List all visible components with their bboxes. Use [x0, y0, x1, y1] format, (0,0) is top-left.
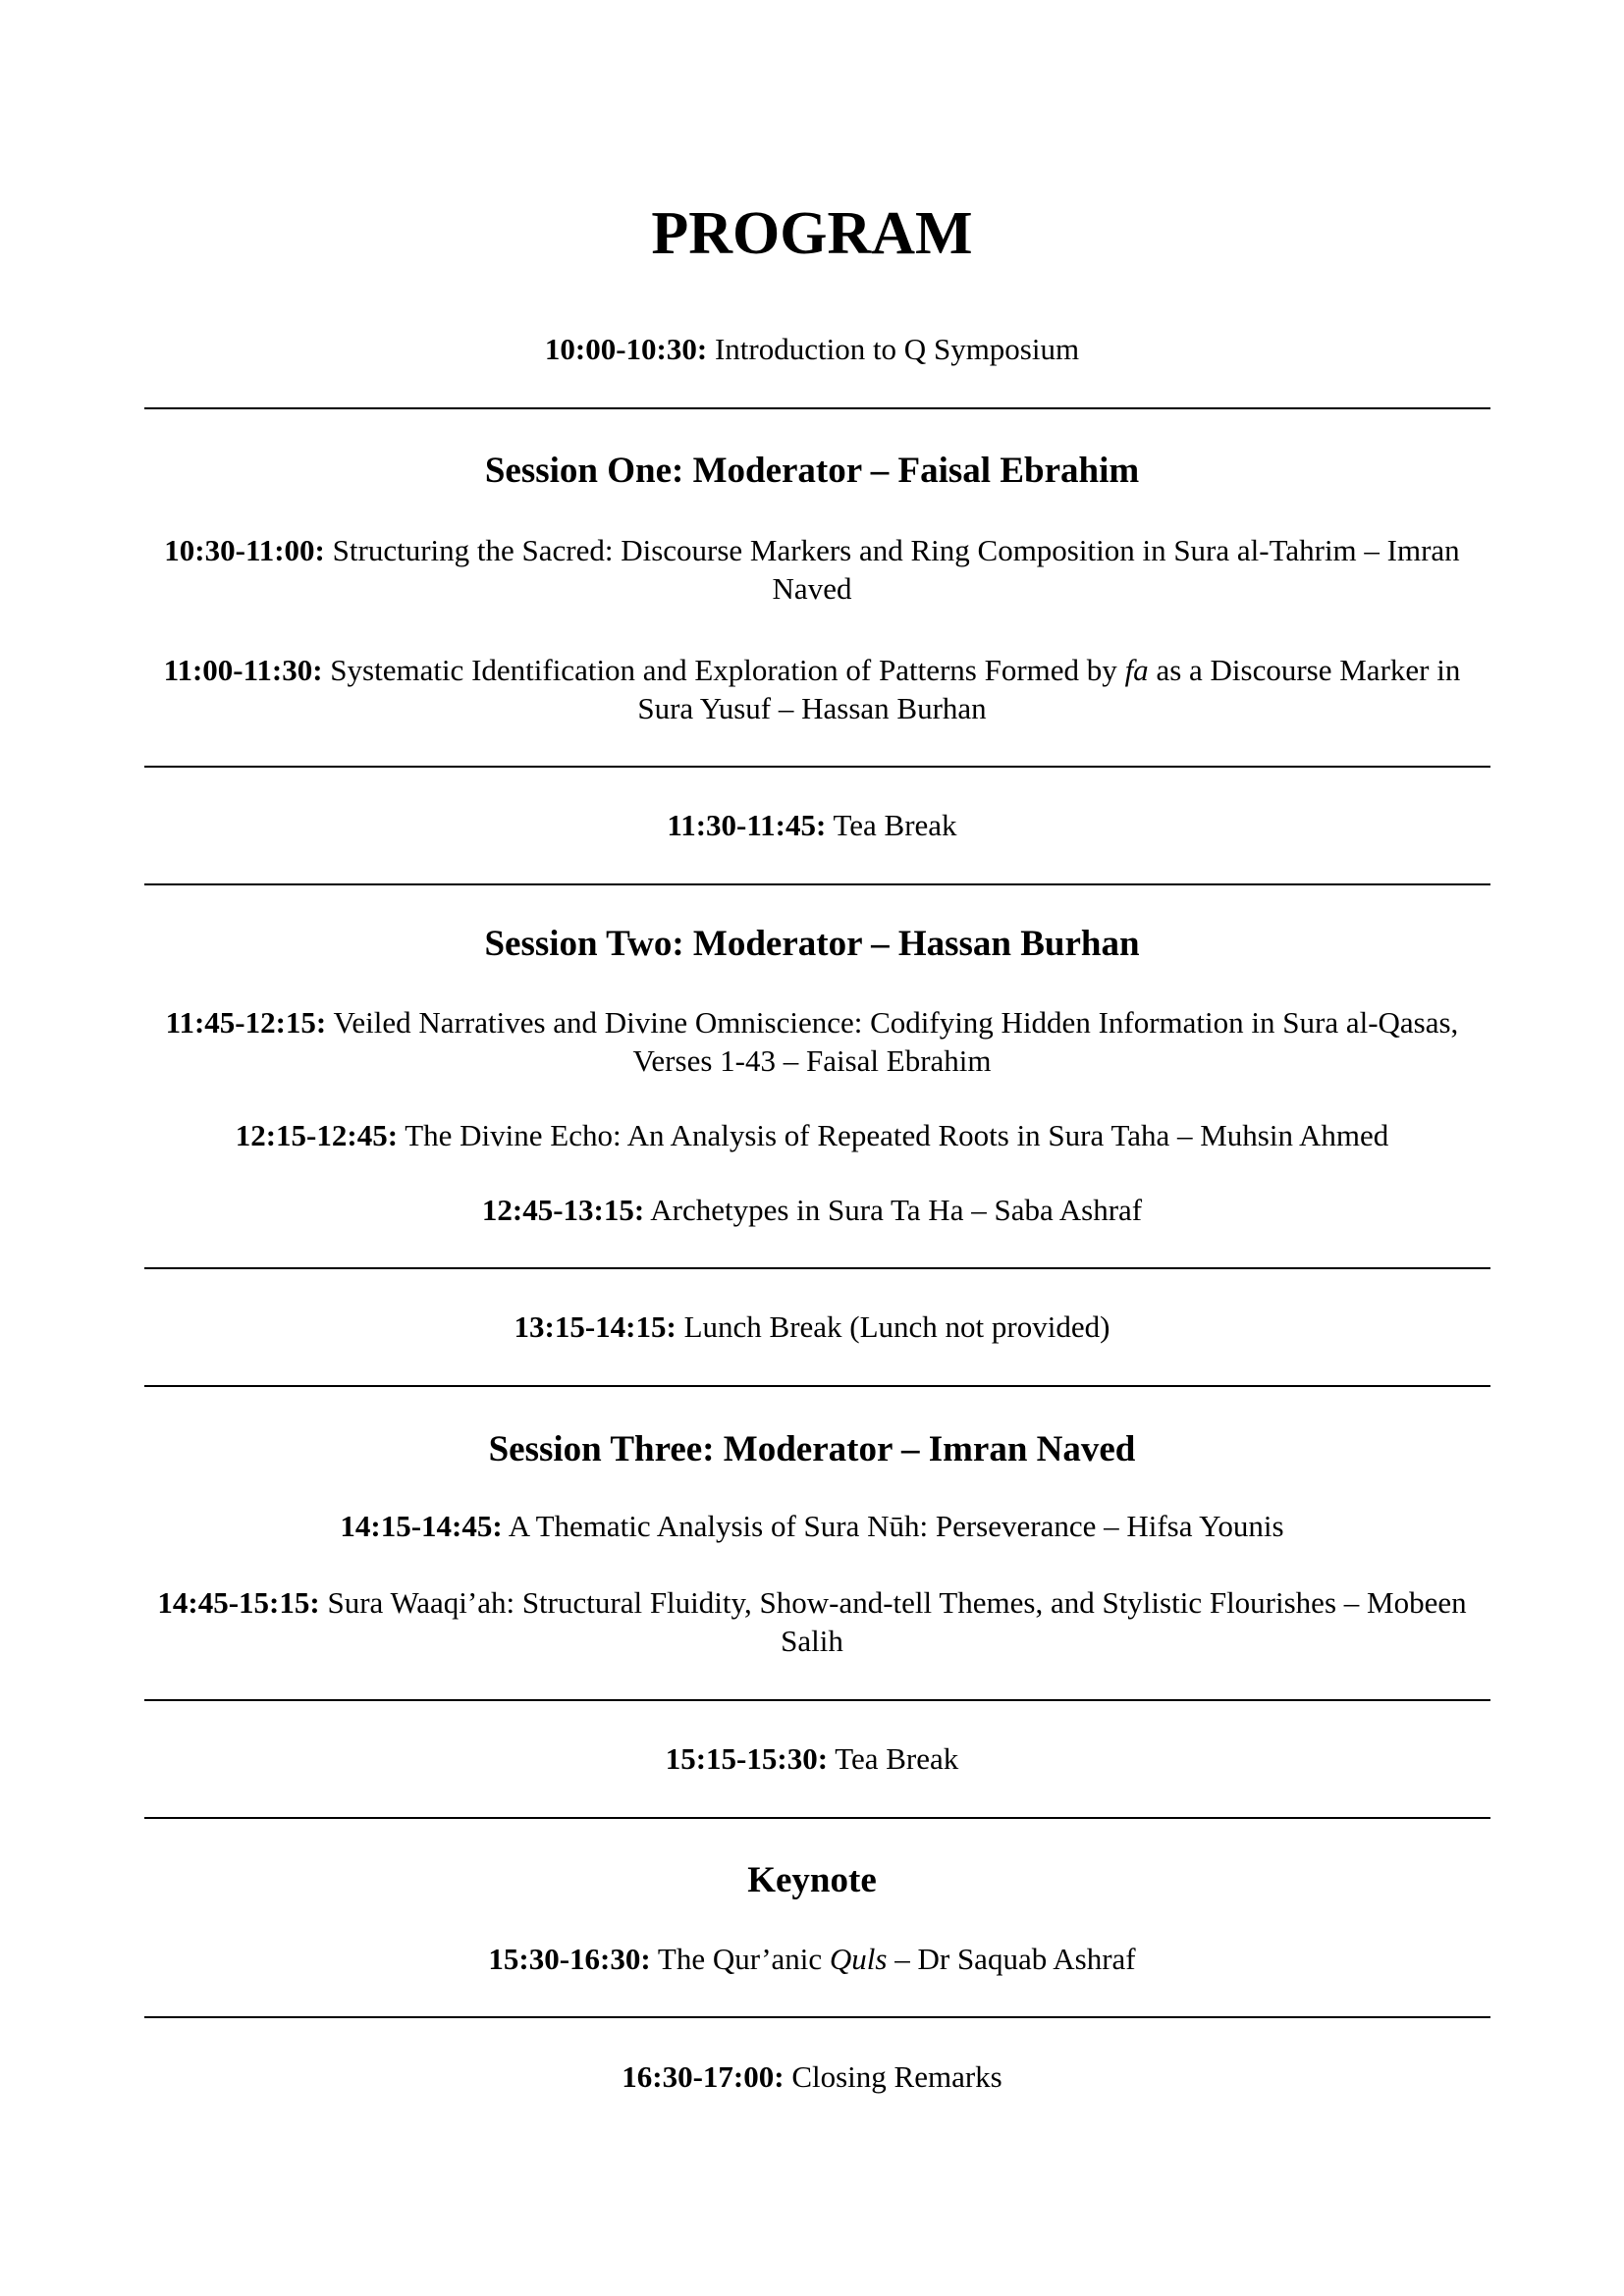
item-description: A Thematic Analysis of Sura Nūh: Perseverance – Hifsa Younis	[508, 1509, 1284, 1543]
item-description: Sura Waaqi’ah: Structural Fluidity, Show-and-tell Themes, and Stylistic Flourishes – Mobeen Salih	[327, 1585, 1467, 1658]
item-description: Veiled Narratives and Divine Omniscience: Codifying Hidden Information in Sura al-Qasas, Verses 1-43 – Faisal Ebrahim	[333, 1005, 1459, 1078]
item-description-end: as a Discourse Marker in Sura Yusuf – Hassan Burhan	[637, 653, 1461, 725]
time-slot: 10:00-10:30:	[544, 332, 708, 366]
session-two-heading: Session Two: Moderator – Hassan Burhan	[484, 924, 1140, 964]
item-description: Lunch Break (Lunch not provided)	[683, 1309, 1110, 1344]
item-description-italic: Quls	[829, 1942, 888, 1976]
time-slot: 11:45-12:15:	[165, 1005, 327, 1040]
time-slot: 10:30-11:00:	[164, 533, 325, 567]
time-slot: 14:15-14:45:	[340, 1509, 503, 1543]
item-description: Structuring the Sacred: Discourse Markers and Ring Composition in Sura al-Tahrim – Imran Naved	[332, 533, 1460, 606]
time-slot: 13:15-14:15:	[514, 1309, 677, 1344]
divider	[144, 1267, 1490, 1269]
time-slot: 14:45-15:15:	[157, 1585, 320, 1620]
program-item-session-one-1	[147, 531, 1477, 608]
program-item-closing	[0, 2057, 1624, 2096]
session-three-heading: Session Three: Moderator – Imran Naved	[488, 1429, 1136, 1469]
program-item-tea-break-2	[0, 1739, 1624, 1778]
program-item-session-one-2	[147, 651, 1477, 727]
time-slot: 12:15-12:45:	[235, 1118, 399, 1152]
item-description: Introduction to Q Symposium	[714, 332, 1080, 366]
program-item-lunch-break	[0, 1308, 1624, 1346]
divider	[144, 1385, 1490, 1387]
item-description: Tea Break	[835, 1741, 959, 1776]
program-item-intro	[0, 330, 1624, 368]
divider	[144, 1817, 1490, 1819]
time-slot: 16:30-17:00:	[622, 2059, 785, 2094]
time-slot: 11:30-11:45:	[667, 808, 827, 842]
time-slot: 12:45-13:15:	[481, 1193, 645, 1227]
program-item-session-three-1	[0, 1507, 1624, 1545]
item-description: Archetypes in Sura Ta Ha – Saba Ashraf	[650, 1193, 1143, 1227]
program-item-keynote	[0, 1940, 1624, 1978]
divider	[144, 1699, 1490, 1701]
session-one-heading: Session One: Moderator – Faisal Ebrahim	[484, 451, 1140, 491]
item-description-start: The Qur’anic	[657, 1942, 823, 1976]
divider	[144, 2016, 1490, 2018]
item-description: Closing Remarks	[791, 2059, 1002, 2094]
program-item-tea-break-1	[0, 806, 1624, 844]
item-description-end: – Dr Saquab Ashraf	[894, 1942, 1136, 1976]
page-title: PROGRAM	[651, 200, 973, 267]
program-item-session-two-2	[0, 1116, 1624, 1154]
time-slot: 15:15-15:30:	[665, 1741, 829, 1776]
divider	[144, 766, 1490, 768]
item-description: The Divine Echo: An Analysis of Repeated Roots in Sura Taha – Muhsin Ahmed	[405, 1118, 1389, 1152]
time-slot: 11:00-11:30:	[163, 653, 323, 687]
divider	[144, 407, 1490, 409]
program-item-session-two-1	[147, 1003, 1477, 1080]
divider	[144, 883, 1490, 885]
time-slot: 15:30-16:30:	[488, 1942, 651, 1976]
program-item-session-two-3	[0, 1191, 1624, 1229]
item-description: Tea Break	[833, 808, 957, 842]
item-description-italic: fa	[1124, 653, 1149, 687]
program-item-session-three-2	[147, 1583, 1477, 1660]
item-description-start: Systematic Identification and Exploration of Patterns Formed by	[330, 653, 1117, 687]
keynote-heading: Keynote	[747, 1860, 877, 1900]
